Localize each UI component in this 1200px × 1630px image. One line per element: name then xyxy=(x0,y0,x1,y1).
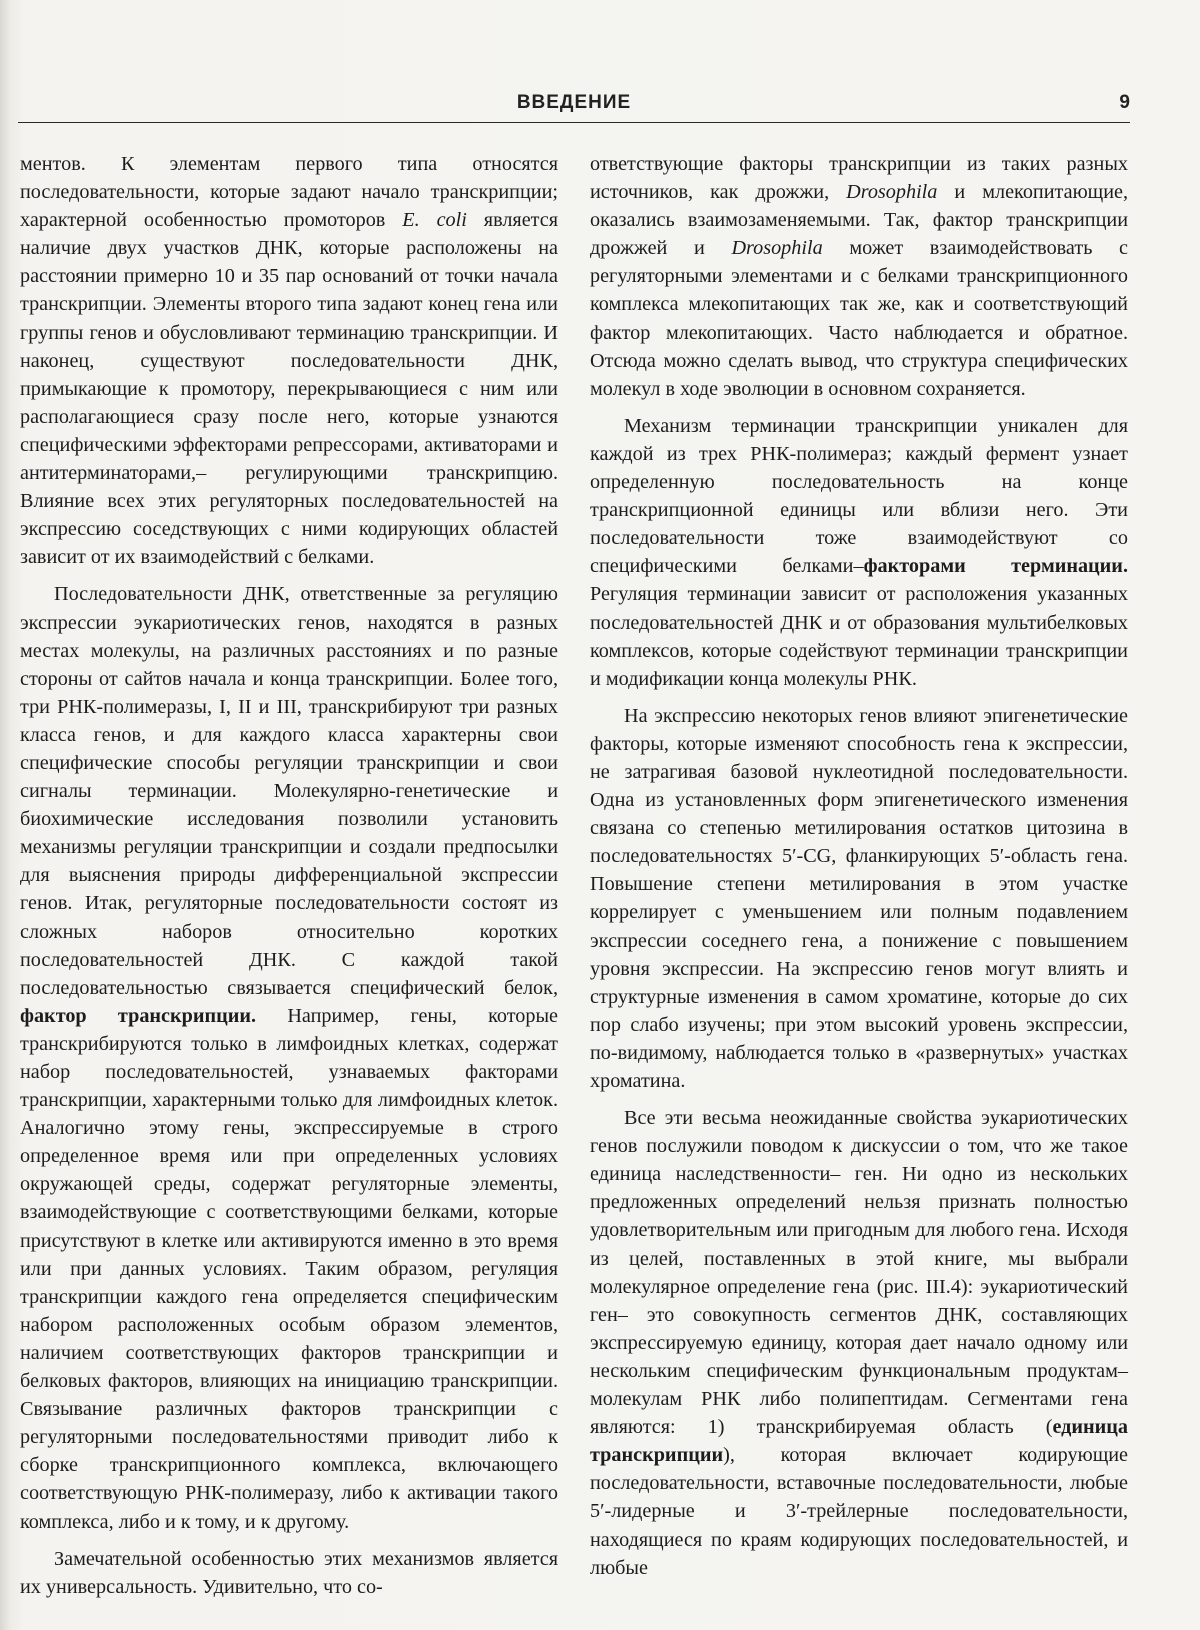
header-rule xyxy=(18,122,1130,123)
running-header xyxy=(18,92,1130,120)
paragraph xyxy=(20,580,558,1535)
paragraph xyxy=(590,1104,1128,1582)
paragraph xyxy=(590,150,1128,403)
paragraph-text: Например, гены, которые транскрибируются только в лимфоидных клетках, содержат набор последовательностей, узнаваемых факторами транскрипции, характерными только для лимфоидных клеток. Аналогично этому гены, экспрессируемые в строго определенное время или при определенных условиях окружающей среды, содержат регуляторные элементы, взаимодействующие с соответствующими белками, которые присутствуют в клетке или активируются именно в это время или при данных условиях. Таким образом, регуляция транскрипции каждого гена определяется специфическим набором расположенных особым образом элементов, наличием соответствующих факторов транскрипции и белковых факторов, влияющих на инициацию транскрипции. Связывание различных факторов транскрипции с регуляторными последовательностями приводит либо к сборке транскрипционного комплекса, включающего соответствующую РНК-полимеразу, либо к активации такого комплекса, либо и к тому, и к другому. xyxy=(20,1004,558,1533)
bold-term: единица транскрипции xyxy=(590,1416,1128,1467)
paragraph xyxy=(590,702,1128,1095)
paragraph-text: может взаимодействовать с регуляторными элементами и с белками транскрипционного комплекса млекопитающих так же, как и соответствующий фактор млекопитающих. Часто наблюдается и обратное. Отсюда можно сделать вывод, что структура специфических молекул в ходе эволюции в основном сохраняется. xyxy=(590,237,1129,400)
left-column xyxy=(20,150,558,1601)
italic-term: E. coli xyxy=(402,209,467,232)
paragraph-text: На экспрессию некоторых генов влияют эпигенетические факторы, которые изменяют способность гена к экспрессии, не затрагивая базовой нуклеотидной последовательности. Одна из установленных форм эпигенетического изменения связана со степенью метилирования остатков цитозина в последовательностях 5′-CG, фланкирующих 5′-область гена. Повышение степени метилирования в этом участке коррелирует с уменьшением или полным подавлением экспрессии соседнего гена, а понижение с повышением уровня экспрессии. На экспрессию генов могут влиять и структурные изменения в самом хроматине, которые до сих пор слабо изучены; при этом высокий уровень экспрессии, по-видимому, наблюдается только в «развернутых» участках хроматина. xyxy=(590,704,1128,1092)
bold-term: фактор транскрипции. xyxy=(20,1004,257,1027)
italic-term: Drosophila xyxy=(731,237,823,260)
paragraph-text: Механизм терминации транскрипции уникален для каждой из трех РНК-полимераз; каждый фермент узнает определенную последовательность на конце транскрипционной единицы или вблизи него. Эти последовательности тоже взаимодействуют со специфическими белками– xyxy=(590,414,1128,578)
paragraph-text: Регуляция терминации зависит от расположения указанных последовательностей ДНК и от образования мультибелковых комплексов, которые содействуют терминации транскрипции и модификации конца молекулы РНК. xyxy=(590,583,1128,690)
running-title: ВВЕДЕНИЕ xyxy=(516,92,632,113)
bold-term: факторами терминации. xyxy=(863,555,1128,578)
paragraph-text: и млекопитающие, оказались взаимозаменяемыми. Так, фактор транскрипции дрожжей и xyxy=(590,181,1129,260)
right-column xyxy=(590,150,1128,1582)
paragraph-text: ментов. К элементам первого типа относятся последовательности, которые задают начало транскрипции; характерной особенностью промоторов xyxy=(20,153,558,232)
paragraph-text: Все эти весьма неожиданные свойства эукариотических генов послужили поводом к дискуссии о том, что же такое единица наследственности– ген. Ни одно из нескольких предложенных определений нельзя признать полностью удовлетворительным или пригодным для любого гена. Исходя из целей, поставленных в этой книге, мы выбрали молекулярное определение гена (рис. III.4): эукариотический ген– это совокупность сегментов ДНК, составляющих экспрессируемую единицу, которая дает начало одному или нескольким специфическим функциональным продуктам– молекулам РНК либо полипептидам. Сегментами гена являются: 1) транскрибируемая область ( xyxy=(590,1107,1128,1439)
paragraph xyxy=(590,412,1128,693)
paragraph-text: является наличие двух участков ДНК, которые расположены на расстоянии примерно 10 и 35 пар оснований от точки начала транскрипции. Элементы второго типа задают конец гена или группы генов и обусловливают терминацию транскрипции. И наконец, существуют последовательности ДНК, примыкающие к промотору, перекрывающиеся с ним или располагающиеся сразу после него, которые узнаются специфическими эффекторами репрессорами, активаторами и антитерминаторами,– регулирующими транскрипцию. Влияние всех этих регуляторных последовательностей на экспрессию соседствующих с ними кодирующих областей зависит от их взаимодействий с белками. xyxy=(20,209,558,569)
paragraph-text: ответствующие факторы транскрипции из таких разных источников, как дрожжи, xyxy=(590,153,1128,204)
italic-term: Drosophila xyxy=(846,181,938,204)
paragraph-text: ), которая включает кодирующие последовательности, вставочные последовательности, любые 5′-лидерные и 3′-трейлерные последовательности, находящиеся по краям кодирующих последовательностей, и любые xyxy=(590,1444,1128,1579)
paragraph xyxy=(20,1545,558,1601)
paragraph-text: Последовательности ДНК, ответственные за регуляцию экспрессии эукариотических генов, находятся в разных местах молекулы, на различных расстояниях и по разные стороны от сайтов начала и конца транскрипции. Более того, три РНК-полимеразы, I, II и III, транскрибируют три разных класса генов, и для каждого класса характерны свои специфические способы регуляции транскрипции и свои сигналы терминации. Молекулярно-генетические и биохимические исследования позволили установить механизмы регуляции транскрипции и создали предпосылки для выяснения природы дифференциальной экспрессии генов. Итак, регуляторные последовательности состоят из сложных наборов относительно коротких последовательностей ДНК. С каждой такой последовательностью связывается специфический белок, xyxy=(20,583,558,999)
paragraph-text: Замечательной особенностью этих механизмов является их универсальность. Удивительно, что со- xyxy=(20,1547,558,1598)
paragraph xyxy=(20,150,558,571)
page-number: 9 xyxy=(1119,92,1130,113)
